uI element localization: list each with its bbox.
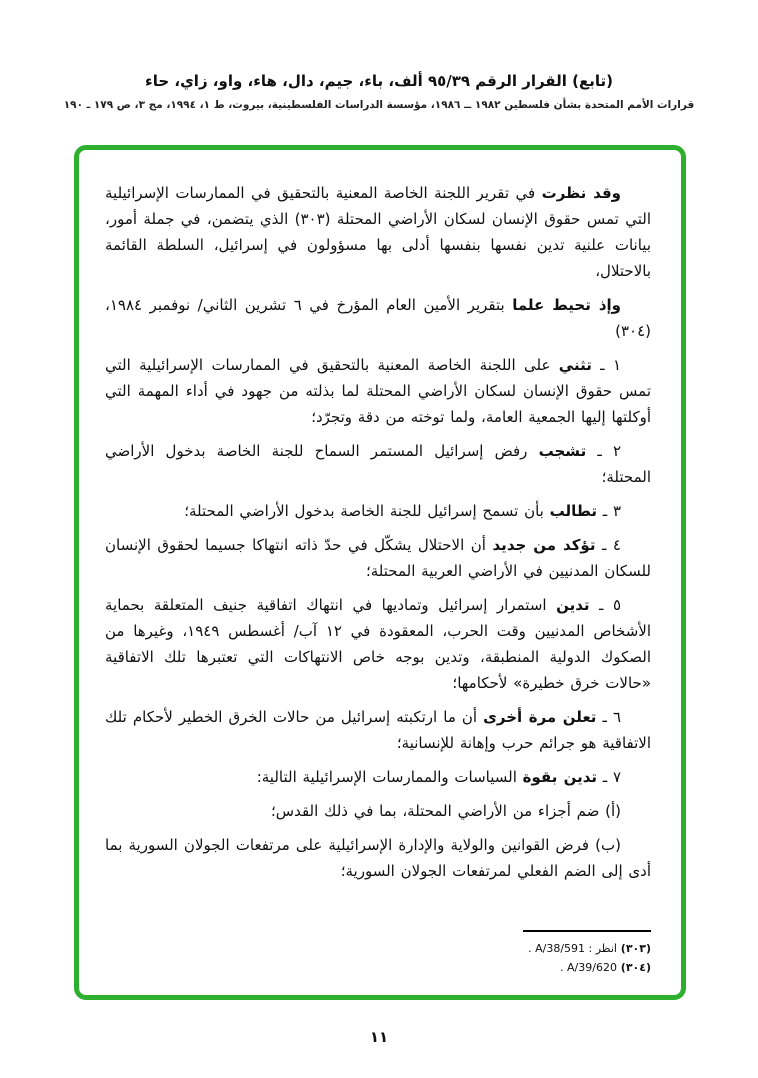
footnote: (٣٠٣) انظر : A/38/591 . [528,942,651,955]
footnote-block [105,920,651,977]
paragraph: (أ) ضم أجزاء من الأراضي المحتلة، بما في ذلك القدس؛ [271,802,621,820]
paragraph: ٥ ـ تدين استمرار إسرائيل وتماديها في انتهاك اتفاقية جنيف المتعلقة بحماية الأشخاص المدنيين وقت الحرب، المعقودة في ١٢ آب/ أغسطس ١٩٤٩، وغيرها من الصكوك الدولية المنطبقة، وتدين بوجه خاص الانتهاكات التي تعتبرها تلك الاتفاقية «حالات خرق خطيرة» لأحكامها؛ [105,596,652,692]
frame-content [79,150,681,995]
paragraph: ٢ ـ تشجب رفض إسرائيل المستمر السماح للجنة الخاصة بدخول الأراضي المحتلة؛ [105,442,651,486]
paragraph: ٣ ـ تطالب بأن تسمح إسرائيل للجنة الخاصة بدخول الأراضي المحتلة؛ [184,502,621,520]
paragraph: وإذ تحيط علما بتقرير الأمين العام المؤرخ في ٦ تشرين الثاني/ نوفمبر ١٩٨٤، (٣٠٤) [105,296,651,340]
footnotes-list [105,939,651,977]
footnote-separator [523,930,651,932]
paragraph: ٧ ـ تدين بقوة السياسات والممارسات الإسرائيلية التالية: [256,768,621,786]
paragraph: (ب) فرض القوانين والولاية والإدارة الإسرائيلية على مرتفعات الجولان السورية بما أدى إلى الضم الفعلي لمرتفعات الجولان السورية؛ [105,836,651,880]
paragraph: ٤ ـ تؤكد من جديد أن الاحتلال يشكّل في حدّ ذاته انتهاكا جسيما لحقوق الإنسان للسكان المدنيين في الأراضي العربية المحتلة؛ [105,536,651,580]
page-header [0,72,758,111]
footnote: (٣٠٤) A/39/620 . [560,961,651,974]
document-body [105,180,651,892]
paragraph: وقد نظرت في تقرير اللجنة الخاصة المعنية بالتحقيق في الممارسات الإسرائيلية التي تمس حقوق الإنسان لسكان الأراضي المحتلة (٣٠٣) الذي يتضمن، في جملة أمور، بيانات علنية تدين نفسها بنفسها أدلى بها مسؤولون في إسرائيل، السلطة القائمة بالاحتلال، [105,184,651,280]
source-citation: قرارات الأمم المتحدة بشأن فلسطين ١٩٨٢ ــ ١٩٨٦، مؤسسة الدراسات الفلسطينية، بيروت، ط ١، ١٩٩٤، مج ٣، ص ١٧٩ ـ ١٩٠ [63,99,695,111]
paragraph: ١ ـ تثني على اللجنة الخاصة المعنية بالتحقيق في الممارسات الإسرائيلية التي تمس حقوق الإنسان لسكان الأراضي المحتلة لما بذلته من جهود في أداء المهمة التي أوكلتها إليها الجمعية العامة، ولما توخته من دقة وتجرّد؛ [105,356,651,426]
resolution-title: (تابع) القرار الرقم ٩٥/٣٩ ألف، باء، جيم، دال، هاء، واو، زاي، حاء [145,72,613,90]
page-number: ١١ [369,1028,389,1046]
content-frame [74,145,686,1000]
paragraph: ٦ ـ تعلن مرة أخرى أن ما ارتكبته إسرائيل من حالات الخرق الخطير لأحكام تلك الاتفاقية هو جرائم حرب وإهانة للإنسانية؛ [105,708,651,752]
